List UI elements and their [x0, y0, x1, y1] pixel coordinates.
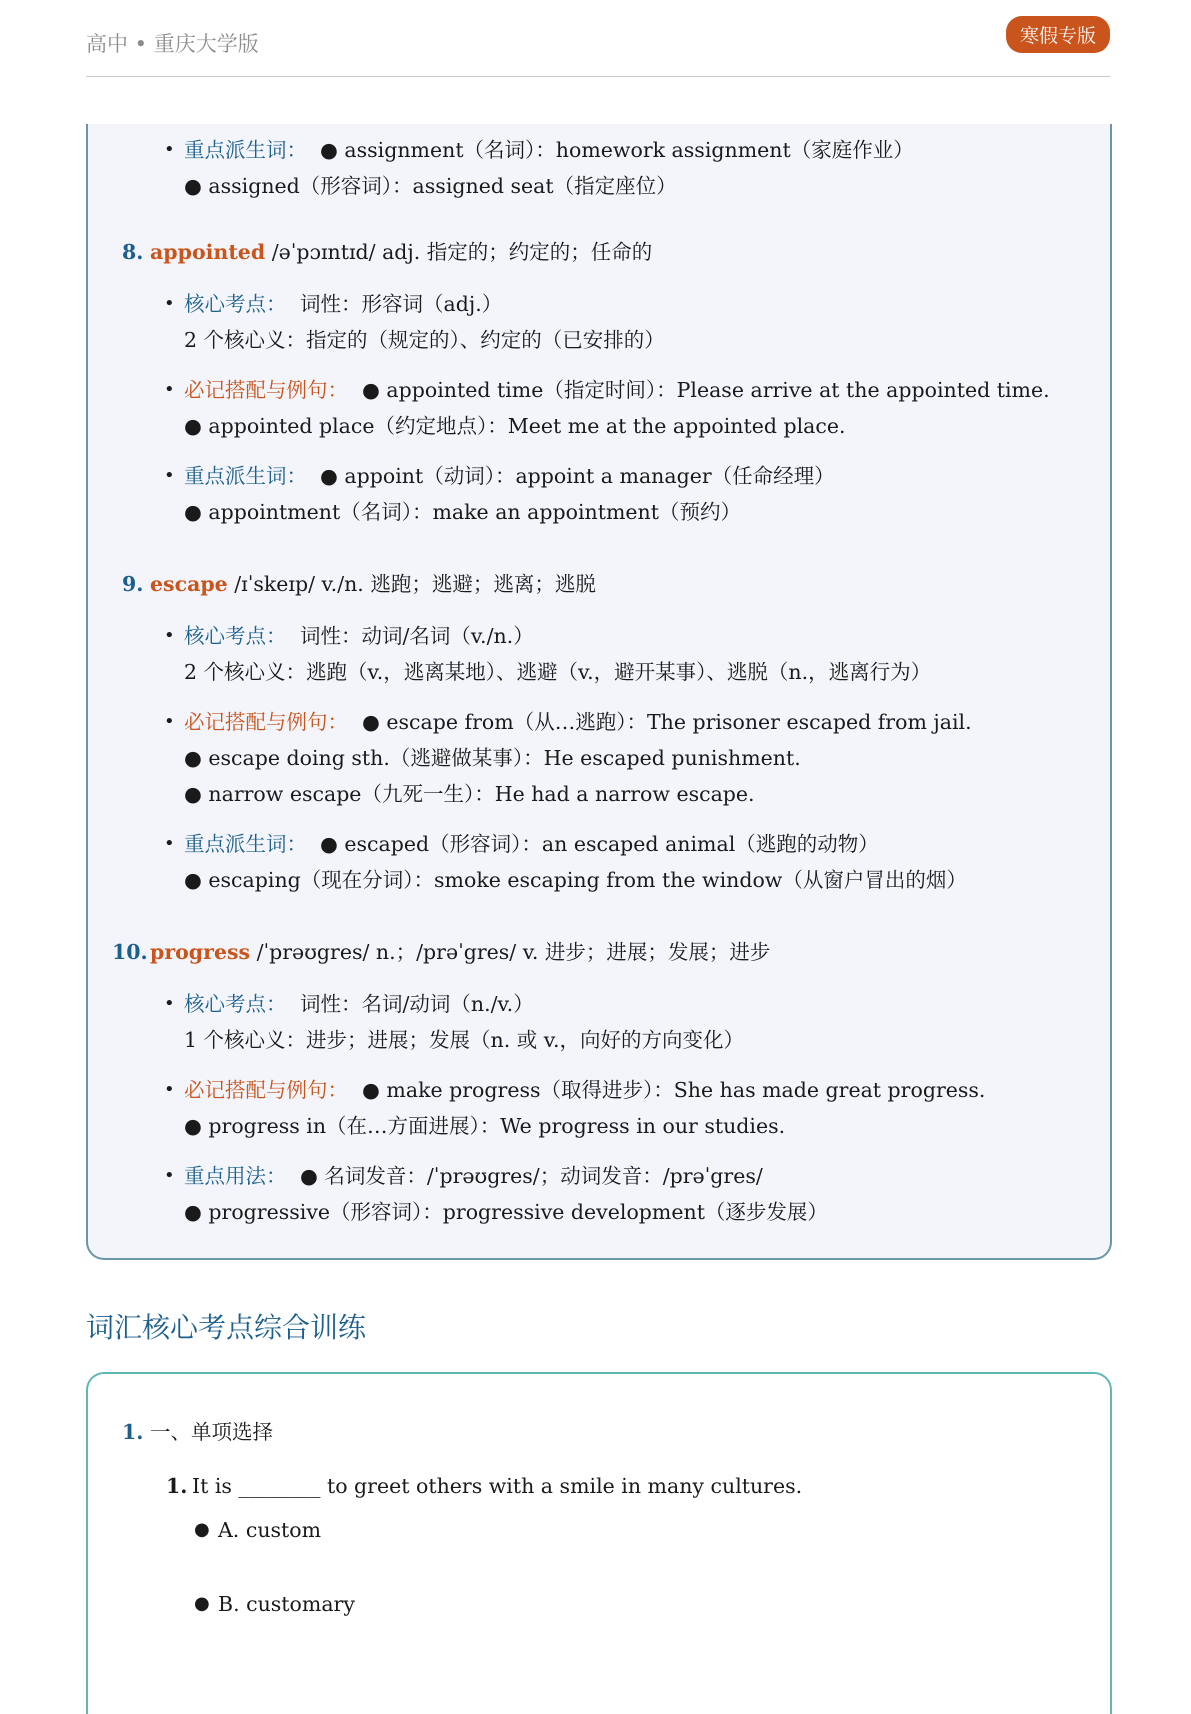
- question-text: It is ________ to greet others with a smile in many cultures.: [192, 1474, 803, 1498]
- bullet: •: [164, 139, 175, 160]
- core-line: 1 个核心义：进步；进展；发展（n. 或 v.，向好的方向变化）: [184, 1028, 744, 1052]
- page-header: [86, 22, 1110, 77]
- section-title: 词汇核心考点综合训练: [86, 1311, 367, 1344]
- usage-label: 重点用法：: [184, 1164, 287, 1188]
- derivative-line: ● appointment（名词）：make an appointment（预约）: [184, 500, 741, 524]
- part-number: 1.: [122, 1420, 144, 1444]
- bullet: •: [164, 379, 175, 400]
- headword: progress: [150, 940, 251, 964]
- entry-headword: [150, 570, 596, 598]
- core-label: 核心考点：: [184, 624, 287, 648]
- core-line: 词性：动词/名词（v./n.）: [300, 624, 534, 648]
- bullet: •: [164, 833, 175, 854]
- collocation-label: 必记搭配与例句：: [184, 710, 348, 734]
- collocation-line: ● appointed time（指定时间）：Please arrive at the appointed time.: [362, 378, 1050, 402]
- derivative-line: ● escaping（现在分词）：smoke escaping from the window（从窗户冒出的烟）: [184, 868, 967, 892]
- collocation-line: ● escape doing sth.（逃避做某事）：He escaped punishment.: [184, 746, 801, 770]
- exercise-card: [86, 1372, 1112, 1714]
- entry-headword: [150, 238, 652, 266]
- derivative-line: ● escaped（形容词）：an escaped animal（逃跑的动物）: [320, 832, 879, 856]
- bullet: •: [164, 293, 175, 314]
- headword: appointed: [150, 240, 266, 264]
- derivative-line: ● assignment（名词）：homework assignment（家庭作业）: [320, 138, 914, 162]
- entry-number: 8.: [122, 240, 144, 264]
- core-label: 核心考点：: [184, 992, 287, 1016]
- derivatives-label: 重点派生词：: [184, 832, 307, 856]
- core-line: 词性：形容词（adj.）: [300, 292, 503, 316]
- vocabulary-card: [86, 124, 1112, 1260]
- bullet: •: [164, 1079, 175, 1100]
- collocation-line: ● appointed place（约定地点）：Meet me at the appointed place.: [184, 414, 846, 438]
- headword-definition: /ˈprəʊgres/ n.；/prəˈgres/ v. 进步；进展；发展；进步: [250, 940, 771, 964]
- derivatives-label: 重点派生词：: [184, 138, 307, 162]
- part-title: 一、单项选择: [150, 1420, 273, 1444]
- collocation-line: ● narrow escape（九死一生）：He had a narrow escape.: [184, 782, 755, 806]
- core-line: 2 个核心义：指定的（规定的）、约定的（已安排的）: [184, 328, 665, 352]
- header-title: 高中 • 重庆大学版: [86, 32, 259, 56]
- bullet: •: [164, 993, 175, 1014]
- option-b[interactable]: B. customary: [218, 1592, 355, 1616]
- derivative-line: ● appoint（动词）：appoint a manager（任命经理）: [320, 464, 835, 488]
- entry-number: 10.: [112, 940, 148, 964]
- edition-badge: 寒假专版: [1006, 16, 1110, 53]
- headword-definition: /əˈpɔɪntɪd/ adj. 指定的；约定的；任命的: [265, 240, 653, 264]
- collocation-label: 必记搭配与例句：: [184, 378, 348, 402]
- usage-line: ● progressive（形容词）：progressive development（逐步发展）: [184, 1200, 828, 1224]
- bullet: •: [164, 465, 175, 486]
- collocation-line: ● make progress（取得进步）：She has made great progress.: [362, 1078, 986, 1102]
- usage-line: ● 名词发音：/ˈprəʊgres/；动词发音：/prəˈgres/: [300, 1164, 763, 1188]
- headword: escape: [150, 572, 228, 596]
- bullet: •: [164, 1165, 175, 1186]
- collocation-line: ● escape from（从…逃跑）：The prisoner escaped from jail.: [362, 710, 972, 734]
- derivative-line: ● assigned（形容词）：assigned seat（指定座位）: [184, 174, 677, 198]
- bullet: •: [164, 625, 175, 646]
- option-bullet: ●: [194, 1593, 210, 1614]
- option-a[interactable]: A. custom: [218, 1518, 322, 1542]
- derivatives-label: 重点派生词：: [184, 464, 307, 488]
- collocation-label: 必记搭配与例句：: [184, 1078, 348, 1102]
- core-line: 2 个核心义：逃跑（v.，逃离某地）、逃避（v.，避开某事）、逃脱（n.，逃离行为）: [184, 660, 932, 684]
- headword-definition: /ɪˈskeɪp/ v./n. 逃跑；逃避；逃离；逃脱: [227, 572, 596, 596]
- bullet: •: [164, 711, 175, 732]
- question-number: 1.: [166, 1474, 188, 1498]
- option-bullet: ●: [194, 1519, 210, 1540]
- collocation-line: ● progress in（在…方面进展）：We progress in our studies.: [184, 1114, 786, 1138]
- core-label: 核心考点：: [184, 292, 287, 316]
- entry-number: 9.: [122, 572, 144, 596]
- core-line: 词性：名词/动词（n./v.）: [300, 992, 534, 1016]
- entry-headword: [150, 938, 770, 966]
